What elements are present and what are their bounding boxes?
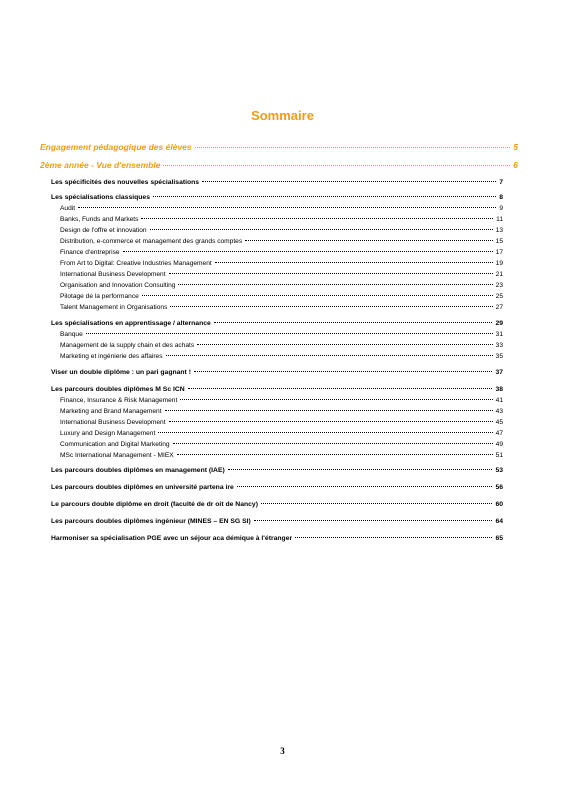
toc-entry-title: Harmoniser sa spécialisation PGE avec un séjour aca démique à l'étranger <box>51 535 293 542</box>
toc-entry[interactable] <box>60 452 503 459</box>
toc-entry[interactable] <box>51 369 503 376</box>
toc-entry-page: 41 <box>495 397 503 404</box>
toc-leader-dots <box>194 371 492 372</box>
toc-leader-dots <box>78 207 496 208</box>
toc-entry-title: Finance d'entreprise <box>60 249 120 256</box>
toc-entry[interactable] <box>60 216 503 223</box>
toc-entry-title: International Business Development <box>60 271 166 278</box>
toc-entry-title: Communication and Digital Marketing <box>60 441 170 448</box>
toc-entry[interactable] <box>51 535 503 542</box>
toc-entry[interactable] <box>51 179 503 186</box>
toc-entry-title: 2ème année - Vue d'ensemble <box>40 160 161 170</box>
toc-entry-title: From Art to Digital: Creative Industries Management <box>60 260 212 267</box>
toc-leader-dots <box>202 181 496 182</box>
toc-entry-page: 43 <box>495 408 503 415</box>
toc-entry[interactable] <box>60 397 503 404</box>
toc-leader-dots <box>123 251 493 252</box>
toc-entry-page: 27 <box>495 304 503 311</box>
toc-leader-dots <box>237 486 493 487</box>
toc-entry-title: Les parcours doubles diplômes en université partena ire <box>51 484 234 491</box>
toc-entry-page: 15 <box>495 238 503 245</box>
toc-entry-page: 13 <box>495 227 503 234</box>
toc-leader-dots <box>215 262 493 263</box>
toc-entry[interactable] <box>60 282 503 289</box>
toc-entry-page: 7 <box>499 179 503 186</box>
toc-entry[interactable] <box>60 293 503 300</box>
toc-entry-title: Les parcours doubles diplômes ingénieur (MINES – EN SG SI) <box>51 518 251 525</box>
toc-leader-dots <box>169 421 493 422</box>
toc-entry-page: 60 <box>495 501 503 508</box>
toc-leader-dots <box>261 503 492 504</box>
toc-entry[interactable] <box>51 467 503 474</box>
toc-leader-dots <box>166 355 493 356</box>
toc-entry-title: Les spécificités des nouvelles spécialisations <box>51 179 200 186</box>
toc-entry-title: Talent Management in Organisations <box>60 304 168 311</box>
toc-entry[interactable] <box>51 484 503 491</box>
toc-leader-dots <box>197 344 492 345</box>
toc-entry-title: Management de la supply chain et des achats <box>60 342 195 349</box>
toc-entry-page: 8 <box>499 194 503 201</box>
toc-entry-title: Banque <box>60 331 83 338</box>
toc-entry[interactable] <box>60 227 503 234</box>
toc-entry-page: 31 <box>495 331 503 338</box>
toc-leader-dots <box>195 147 511 148</box>
toc-leader-dots <box>180 399 492 400</box>
toc-entry-title: Luxury and Design Management <box>60 430 156 437</box>
toc-entry-title: Marketing and Brand Management <box>60 408 162 415</box>
toc-entry-page: 47 <box>495 430 503 437</box>
toc-entry-page: 21 <box>495 271 503 278</box>
toc-entry-page: 9 <box>499 205 503 212</box>
toc-entry-page: 51 <box>495 452 503 459</box>
toc-leader-dots <box>142 295 493 296</box>
toc-leader-dots <box>173 443 493 444</box>
toc-leader-dots <box>86 333 493 334</box>
toc-entry-title: Pilotage de la performance <box>60 293 139 300</box>
toc-entry[interactable] <box>60 419 503 426</box>
toc-entry-page: 6 <box>513 160 518 170</box>
toc-entry-page: 19 <box>495 260 503 267</box>
toc-entry[interactable] <box>60 205 503 212</box>
toc-entry-page: 65 <box>495 535 503 542</box>
toc-leader-dots <box>214 322 493 323</box>
toc-entry-page: 35 <box>495 353 503 360</box>
toc-entry[interactable] <box>40 142 518 152</box>
toc-entry[interactable] <box>40 160 518 170</box>
toc-entry-page: 45 <box>495 419 503 426</box>
toc-entry-page: 38 <box>495 386 503 393</box>
toc-entry-title: Le parcours double diplôme en droit (faculté de dr oit de Nancy) <box>51 501 258 508</box>
toc-entry[interactable] <box>51 518 503 525</box>
toc-entry-title: International Business Development <box>60 419 166 426</box>
toc-entry[interactable] <box>60 441 503 448</box>
toc-entry[interactable] <box>60 342 503 349</box>
toc-entry-title: Marketing et ingénierie des affaires <box>60 353 163 360</box>
toc-entry[interactable] <box>60 249 503 256</box>
toc-leader-dots <box>150 229 493 230</box>
toc-entry-page: 29 <box>495 320 503 327</box>
toc-entry-title: Finance, Insurance & Risk Management <box>60 397 178 404</box>
toc-entry[interactable] <box>51 386 503 393</box>
toc-entry[interactable] <box>60 260 503 267</box>
toc-entry[interactable] <box>60 238 503 245</box>
toc-entry[interactable] <box>60 331 503 338</box>
toc-entry[interactable] <box>60 408 503 415</box>
toc-entry-title: Engagement pédagogique des élèves <box>40 142 192 152</box>
toc-entry-title: Les parcours doubles diplômes M Sc ICN <box>51 386 185 393</box>
toc-entry[interactable] <box>51 194 503 201</box>
toc-entry-page: 56 <box>495 484 503 491</box>
toc-entry-page: 53 <box>495 467 503 474</box>
toc-leader-dots <box>163 165 510 166</box>
toc-entry-page: 33 <box>495 342 503 349</box>
toc-leader-dots <box>188 388 493 389</box>
toc-entry-page: 64 <box>495 518 503 525</box>
toc-entry-page: 25 <box>495 293 503 300</box>
toc-leader-dots <box>228 469 493 470</box>
page-title: Sommaire <box>251 108 314 123</box>
toc-leader-dots <box>158 432 492 433</box>
toc-leader-dots <box>177 454 493 455</box>
toc-entry[interactable] <box>51 501 503 508</box>
toc-entry[interactable] <box>60 271 503 278</box>
page-number: 3 <box>280 746 285 756</box>
toc-entry[interactable] <box>60 353 503 360</box>
toc-entry-title: Les spécialisations classiques <box>51 194 150 201</box>
toc-entry-page: 11 <box>496 216 503 223</box>
toc-entry-title: Audit <box>60 205 76 212</box>
toc-entry-title: Les spécialisations en apprentissage / alternance <box>51 320 211 327</box>
toc-entry[interactable] <box>60 304 503 311</box>
toc-entry-page: 49 <box>495 441 503 448</box>
toc-entry-title: Design de l'offre et innovation <box>60 227 147 234</box>
toc-leader-dots <box>245 240 493 241</box>
toc-entry-page: 17 <box>495 249 503 256</box>
toc-entry-page: 37 <box>495 369 503 376</box>
toc-leader-dots <box>295 537 492 538</box>
toc-leader-dots <box>254 520 493 521</box>
toc-leader-dots <box>165 410 493 411</box>
toc-entry-title: Les parcours doubles diplômes en management (IAE) <box>51 467 225 474</box>
toc-leader-dots <box>178 284 492 285</box>
toc-entry[interactable] <box>51 320 503 327</box>
toc-entry-title: Banks, Funds and Markets <box>60 216 139 223</box>
toc-entry-title: Viser un double diplôme : un pari gagnant ! <box>51 369 191 376</box>
toc-leader-dots <box>141 218 493 219</box>
toc-entry-title: MSc International Management - MIEX <box>60 452 174 459</box>
toc-entry-page: 23 <box>495 282 503 289</box>
toc-leader-dots <box>153 196 496 197</box>
toc-entry-page: 5 <box>513 142 518 152</box>
toc-leader-dots <box>169 273 493 274</box>
toc-leader-dots <box>170 306 492 307</box>
toc-entry-title: Organisation and Innovation Consulting <box>60 282 176 289</box>
toc-entry[interactable] <box>60 430 503 437</box>
toc-entry-title: Distribution, e-commerce et management des grands comptes <box>60 238 243 245</box>
